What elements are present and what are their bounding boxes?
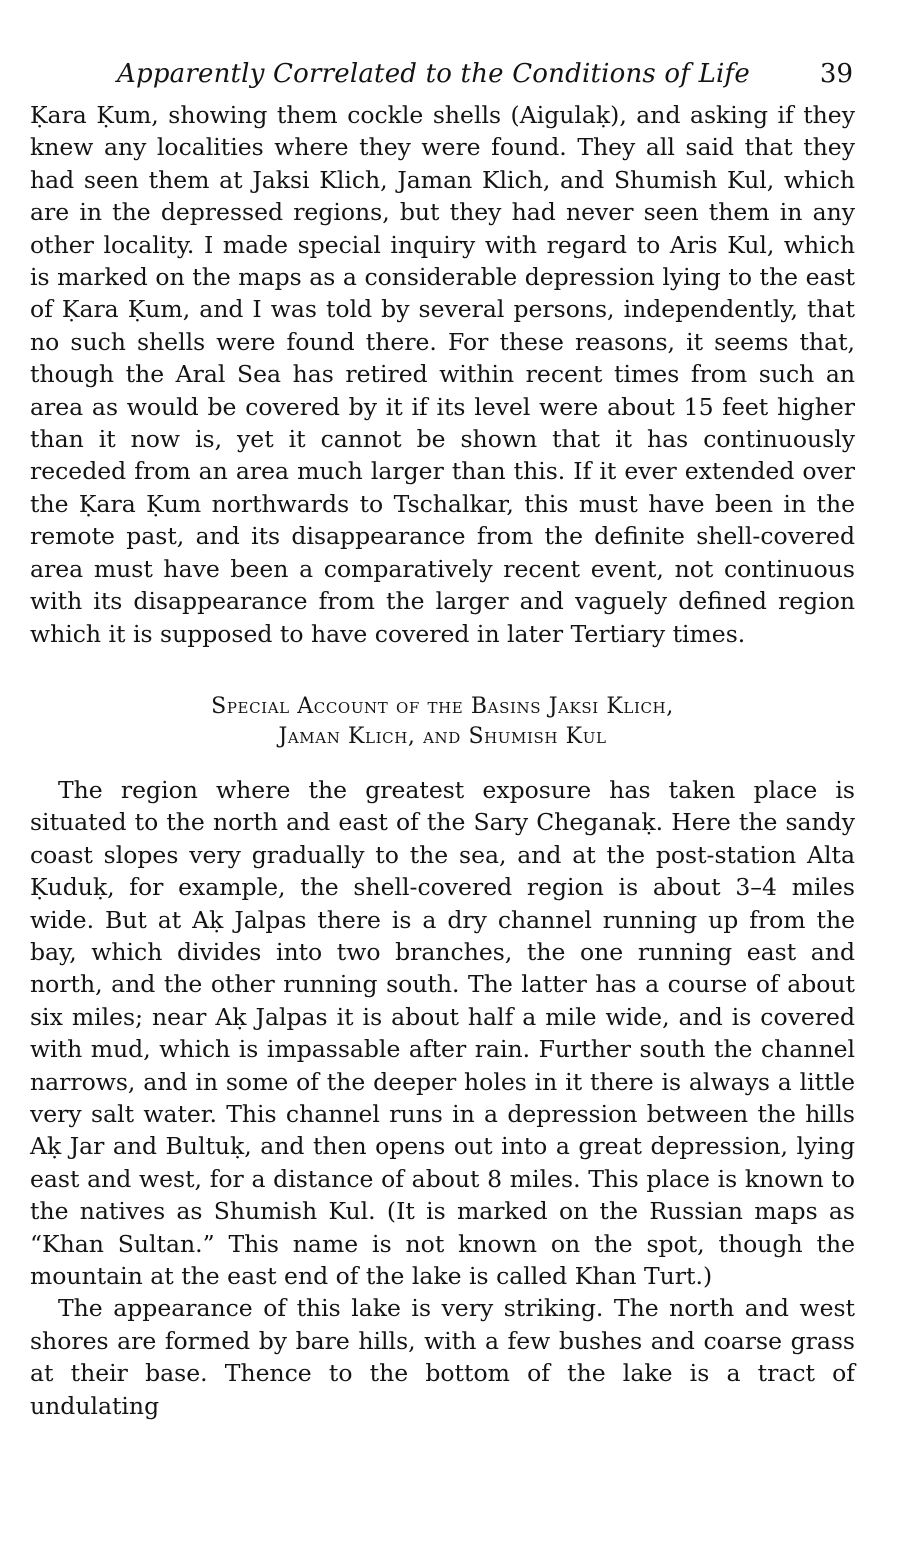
paragraph: The appearance of this lake is very striking. The north and west shores are formed by bare hills, with a few bushes and coarse grass at their base. Thence to the bottom of the lake is a tract of undulating [30, 1294, 855, 1420]
running-title: Apparently Correlated to the Conditions of Life [117, 59, 750, 89]
section-heading-line-2: Jaman Klich, and Shumish Kul [278, 723, 607, 749]
page-number: 39 [819, 59, 853, 89]
section-heading-line-1: Special Account of the Basins Jaksi Klich, [211, 693, 674, 719]
book-page [30, 55, 855, 1422]
page-body [30, 99, 855, 1422]
running-head [30, 55, 855, 99]
paragraph-continued: Ḳara Ḳum, showing them cockle shells (Aigulaḳ), and asking if they knew any localities where they were found. They all said that they had seen them at Jaksi Klich, Jaman Klich, and Shumish Kul, which are in the depressed regions, but they had never seen them in any other locality. I made special inquiry with regard to Aris Kul, which is marked on the maps as a considerable depression lying to the east of Ḳara Ḳum, and I was told by several persons, independently, that no such shells were found there. For these reasons, it seems that, though the Aral Sea has retired within recent times from such an area as would be covered by it if its level were about 15 feet higher than it now is, yet it cannot be shown that it has continuously receded from an area much larger than this. If it ever extended over the Ḳara Ḳum northwards to Tschalkar, this must have been in the remote past, and its disappearance from the definite shell-covered area must have been a comparatively recent event, not continuous with its disappearance from the larger and vaguely defined region which it is supposed to have covered in later Tertiary times. [30, 101, 855, 648]
paragraph: The region where the greatest exposure has taken place is situated to the north and east of the Sary Cheganaḳ. Here the sandy coast slopes very gradually to the sea, and at the post-station Alta Ḳuduḳ, for example, the shell-covered region is about 3–4 miles wide. But at Aḳ Jalpas there is a dry channel running up from the bay, which divides into two branches, the one running east and north, and the other running south. The latter has a course of about six miles; near Aḳ Jalpas it is about half a mile wide, and is covered with mud, which is impassable after rain. Further south the channel narrows, and in some of the deeper holes in it there is always a little very salt water. This channel runs in a depression between the hills Aḳ Jar and Bultuḳ, and then opens out into a great depression, lying east and west, for a distance of about 8 miles. This place is known to the natives as Shumish Kul. (It is marked on the Russian maps as “Khan Sultan.” This name is not known on the spot, though the mountain at the east end of the lake is called Khan Turt.) [30, 775, 855, 1290]
section-heading [30, 692, 855, 752]
